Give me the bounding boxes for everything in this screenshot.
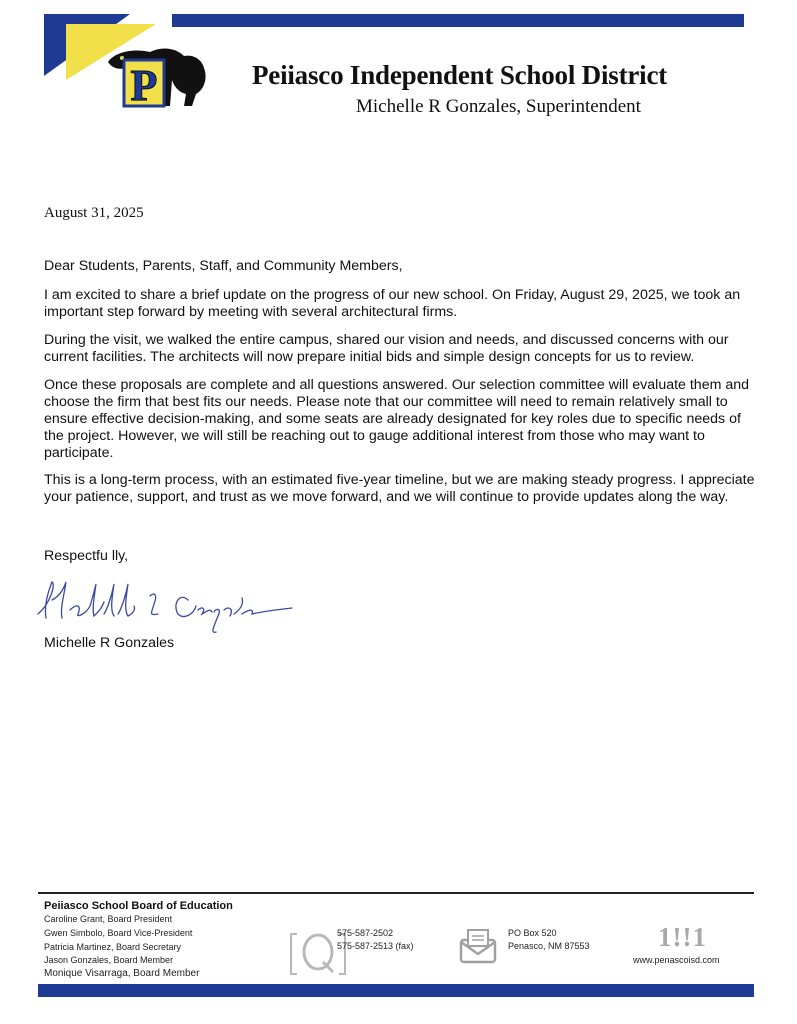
handwritten-signature [30,574,300,640]
district-name: Peiiasco Independent School District [252,60,668,90]
footer-bottom-bar [38,984,754,997]
body-paragraph: This is a long-term process, with an estimated five-year timeline, but we are making steady progress. I appreciate your patience, support, and trust as we move forward, and we will continue to provide updates along the way. [44,472,755,505]
body-paragraph: Once these proposals are complete and all questions answered. Our selection committee will evaluate them and choose the firm that best fits our needs. Please note that our committee will need to remain relatively small to ensure effective decision-making, and some seats are already designated for key roles due to specific needs of the project. However, we will still be reaching out to gauge additional interest from those who may want to participate. [44,377,750,461]
letter-date: August 31, 2025 [44,205,144,221]
board-member: Patricia Martinez, Board Secretary [44,942,182,952]
panther-logo-icon [104,44,212,108]
fax-number: 575-587-2513 (fax) [337,941,414,951]
signer-name: Michelle R Gonzales [44,635,175,651]
website-link[interactable]: www.penascoisd.com [633,955,720,965]
closing: Respectfu lly, [44,548,129,564]
mail-icon [459,928,497,964]
phone-number: 575-587-2502 [337,928,394,938]
board-member: Caroline Grant, Board President [44,914,173,924]
body-paragraph: During the visit, we walked the entire campus, shared our vision and needs, and discussed concerns with our current facilities. The architects will now prepare initial bids and simple design concepts for us to review. [44,332,729,365]
web-icon: 1!!1 [658,922,707,952]
header-top-bar [172,14,744,27]
board-member: Monique Visarraga, Board Member [44,968,200,979]
address-line: PO Box 520 [508,928,557,938]
address-line: Penasco, NM 87553 [508,941,590,951]
logo-letter: P [130,61,158,108]
board-member: Gwen Simbolo, Board Vice-President [44,928,193,938]
footer-divider [38,892,754,894]
signature-text: Michelle R Gonzales [30,638,40,639]
superintendent-line: Michelle R Gonzales, Superintendent [356,96,641,117]
board-member: Jason Gonzales, Board Member [44,955,174,965]
body-paragraph: I am excited to share a brief update on the progress of our new school. On Friday, August 29, 2025, we took an important step forward by meeting with several architectural firms. [44,287,741,320]
board-heading: Peiiasco School Board of Education [44,900,233,912]
salutation: Dear Students, Parents, Staff, and Community Members, [44,258,403,274]
